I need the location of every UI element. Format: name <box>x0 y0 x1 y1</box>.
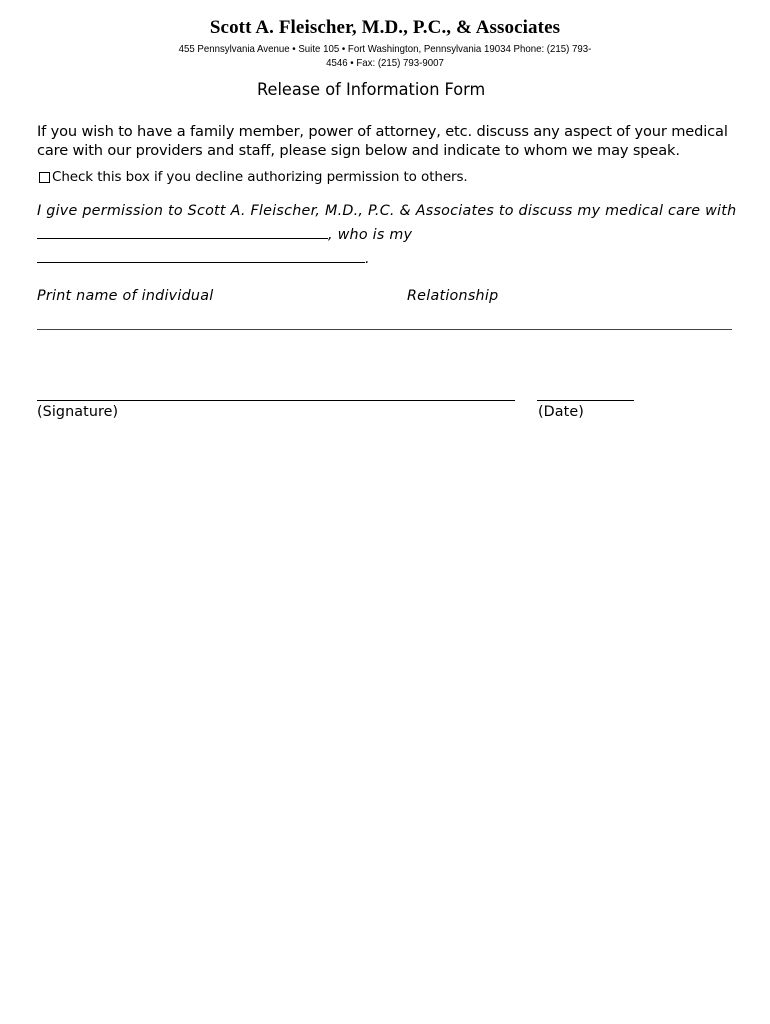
practice-name-heading: Scott A. Fleischer, M.D., P.C., & Associates <box>209 17 561 38</box>
decline-permission-checkbox[interactable] <box>39 172 50 183</box>
form-title <box>0 80 742 100</box>
decline-permission-row <box>37 168 468 186</box>
date-label: (Date) <box>538 404 584 420</box>
permission-who-is-my: , who is my <box>328 227 413 243</box>
relationship-label: Relationship <box>407 288 499 304</box>
signature-line[interactable] <box>37 400 515 401</box>
permission-text: I give permission to Scott A. Fleischer, M.D., P.C. & Associates to discuss my medical care with <box>37 203 737 219</box>
print-name-label: Print name of individual <box>37 288 214 304</box>
permission-statement <box>37 199 737 271</box>
date-line[interactable] <box>537 400 634 401</box>
permission-period: . <box>365 251 370 267</box>
decline-permission-label: Check this box if you decline authorizing permission to others. <box>52 169 468 185</box>
intro-paragraph: If you wish to have a family member, power of attorney, etc. discuss any aspect of your medical care with our providers and staff, please sign below and indicate to whom we may speak. <box>37 123 728 159</box>
signature-label: (Signature) <box>37 404 119 420</box>
relationship-blank[interactable] <box>37 248 365 263</box>
name-relationship-line[interactable] <box>37 329 732 330</box>
form-title-text: Release of Information Form <box>256 80 486 100</box>
practice-address: 455 Pennsylvania Avenue • Suite 105 • Fort Washington, Pennsylvania 19034 Phone: (215) 793-4546 • Fax: (215) 793-9007 <box>178 43 592 69</box>
individual-name-blank[interactable] <box>37 224 328 239</box>
